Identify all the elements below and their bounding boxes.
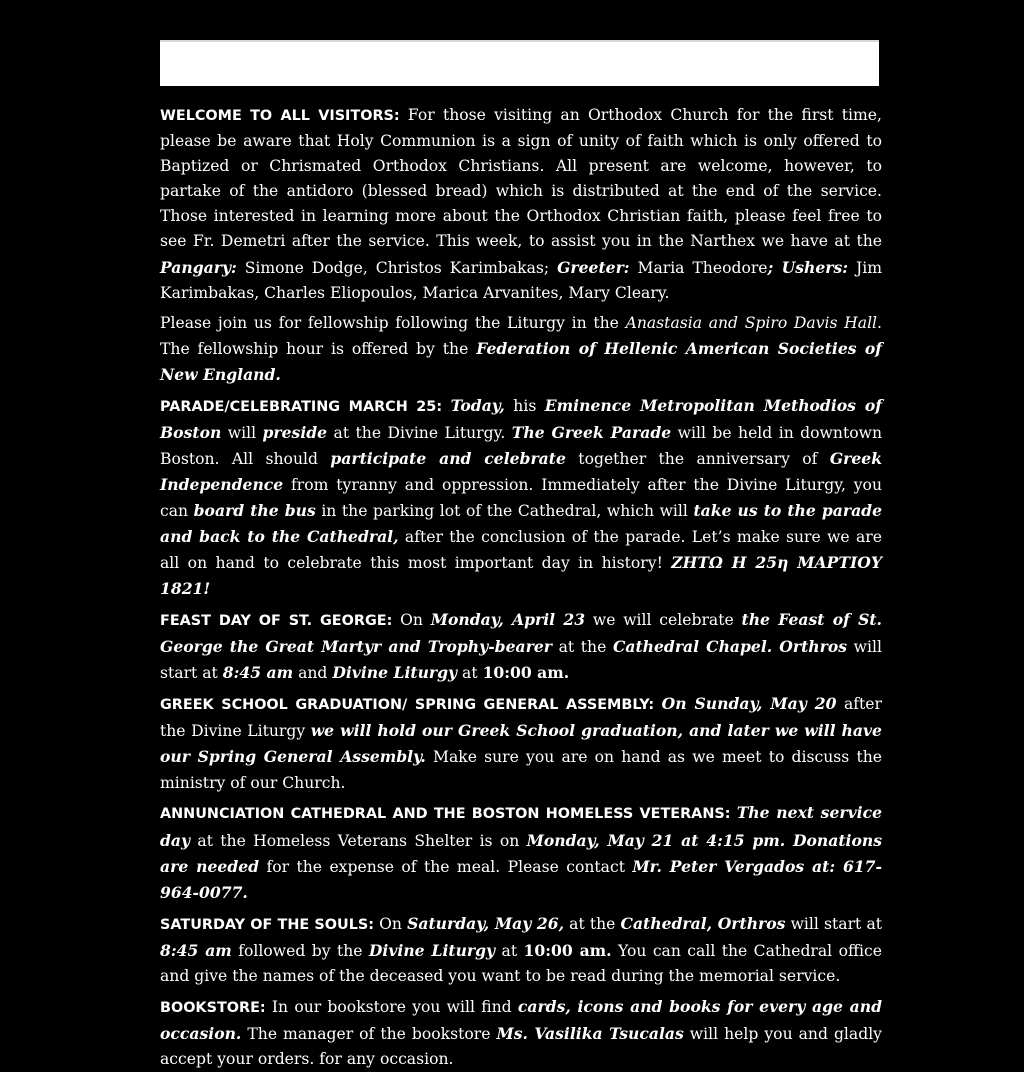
text-run: ΖΗΤΩ Η 25η ΜΑΡΤΙΟΥ 1821! (160, 553, 882, 599)
text-run: from tyranny and oppression. Immediately after the Divine Liturgy, you can (160, 475, 882, 520)
text-run: together the anniversary of (565, 449, 830, 468)
text-run: followed by the (231, 941, 369, 960)
text-run: 8:45 am (160, 940, 232, 960)
text-run: we will hold our Greek School graduation, and later we will have our Spring General Assembly. (160, 721, 882, 767)
text-run: Pangary: (160, 257, 237, 277)
text-run: preside (262, 422, 328, 442)
paragraph-fellowship (160, 311, 882, 388)
text-run (442, 397, 450, 415)
text-run: after the conclusion of the parade. Let’s make sure we are all on hand to celebrate this most important day in history! (160, 528, 882, 573)
text-run: at (457, 664, 483, 683)
text-run: 10:00 am. (482, 663, 570, 683)
text-run: Cathedral Chapel. Orthros (612, 637, 848, 657)
text-run: we will celebrate (585, 611, 742, 630)
text-run: The next service day (160, 803, 882, 850)
text-run: The fellowship hour is offered by the (160, 339, 477, 358)
paragraph-greek-school-graduation (160, 691, 882, 795)
text-run: You can call the Cathedral office and give the names of the deceased you want to be read during the memorial service. (160, 941, 883, 985)
text-run (654, 695, 661, 713)
section-heading: SATURDAY OF THE SOULS: (160, 916, 374, 933)
text-run: Mr. Peter Vergados at: 617-964-0077. (160, 856, 882, 902)
paragraph-bookstore (160, 994, 882, 1072)
text-run: In our bookstore you will find (265, 997, 518, 1016)
section-heading: FEAST DAY OF ST. GEORGE: (160, 613, 393, 630)
paragraph-welcome-visitors (160, 103, 882, 306)
text-run: For those visiting an Orthodox Church for the first time, please be aware that Holy Communion is a sign of unity of faith which is only offered to Baptized or Chrismated Orthodox Christians. All present are welcome, however, to partake of the antidoro (blessed bread) which is distributed at the end of the service. Those interested in learning more about the Orthodox Christian faith, please feel free to see Fr. Demetri after the service. This week, to assist you in the Narthex we have at the (160, 106, 882, 251)
paragraph-homeless-veterans (160, 800, 882, 905)
text-run: Greek Independence (160, 448, 883, 494)
text-run: Make sure you are on hand as we meet to discuss the ministry of our Church. (160, 748, 882, 792)
section-heading: BOOKSTORE: (160, 999, 266, 1016)
text-run: On (392, 611, 431, 630)
text-run: Saturday, May 26, (407, 913, 565, 933)
text-run: and (293, 664, 333, 683)
text-run: take us to the parade and back to the Cathedral, (160, 501, 883, 547)
text-run: On (374, 914, 408, 933)
text-run: Simone Dodge, Christos Karimbakas; (236, 258, 558, 277)
text-run: after the Divine Liturgy (160, 695, 882, 741)
text-run: in the parking lot of the Cathedral, which will (315, 502, 694, 520)
text-run: Federation of Hellenic American Societies of New England. (160, 338, 883, 384)
text-run: participate and celebrate (330, 448, 566, 468)
text-run: The Greek Parade (511, 422, 672, 442)
header-bar (160, 40, 879, 86)
text-run: Maria Theodore (629, 258, 768, 277)
text-run: at the Divine Liturgy. (327, 423, 512, 442)
text-run: Cathedral, Orthros (620, 913, 786, 933)
text-run: The manager of the bookstore (241, 1024, 497, 1043)
text-run: Monday, May 21 at 4:15 pm. Donations are needed (160, 830, 882, 876)
text-run: Monday, April 23 (430, 610, 586, 630)
text-run: board the bus (193, 501, 316, 520)
text-run: Today, (450, 395, 505, 415)
text-run: at the (564, 914, 621, 933)
text-run: Anastasia and Spiro Davis Hall. (625, 313, 882, 332)
text-run: at (495, 941, 524, 960)
text-run: will (221, 423, 263, 442)
text-run: the Feast of St. George the Great Martyr and Trophy-bearer (160, 610, 882, 657)
text-run: at the (551, 638, 613, 657)
section-heading: WELCOME TO ALL VISITORS: (160, 108, 400, 124)
section-heading: GREEK SCHOOL GRADUATION/ SPRING GENERAL ASSEMBLY: (160, 697, 655, 714)
text-run: for the expense of the meal. Please contact (259, 857, 633, 876)
section-heading: ANNUNCIATION CATHEDRAL AND THE BOSTON HOMELESS VETERANS: (160, 806, 731, 823)
text-run: cards, icons and books for every age and occasion. (160, 996, 883, 1043)
text-run: Please join us for fellowship following the Liturgy in the (160, 313, 626, 332)
text-run: will help you and gladly accept your orders. for any occasion. (160, 1024, 882, 1068)
text-run: will start at (785, 914, 883, 933)
text-run: ; Ushers: (767, 257, 849, 277)
paragraph-saturday-of-souls (160, 911, 882, 989)
text-run: 10:00 am. (523, 940, 612, 960)
text-run: On Sunday, May 20 (661, 694, 837, 714)
text-run: will start at (160, 638, 882, 683)
paragraph-parade-march-25 (160, 393, 882, 603)
text-run: Divine Liturgy (368, 940, 496, 960)
text-run: at the Homeless Veterans Shelter is on (190, 831, 527, 850)
announcements (160, 103, 882, 1072)
text-run: Ms. Vasilika Tsucalas (496, 1023, 684, 1043)
text-run: his (504, 396, 545, 415)
section-heading: PARADE/CELEBRATING MARCH 25: (160, 398, 443, 415)
text-run: Greeter: (557, 257, 630, 277)
text-run: Divine Liturgy (332, 663, 458, 683)
text-run: will be held in downtown Boston. All should (160, 423, 882, 468)
text-run: 8:45 am (222, 663, 294, 683)
text-run: Jim Karimbakas, Charles Eliopoulos, Marica Arvanites, Mary Cleary. (160, 258, 883, 302)
text-run: Eminence Metropolitan Methodios of Boston (160, 395, 882, 442)
paragraph-feast-st-george (160, 607, 882, 686)
